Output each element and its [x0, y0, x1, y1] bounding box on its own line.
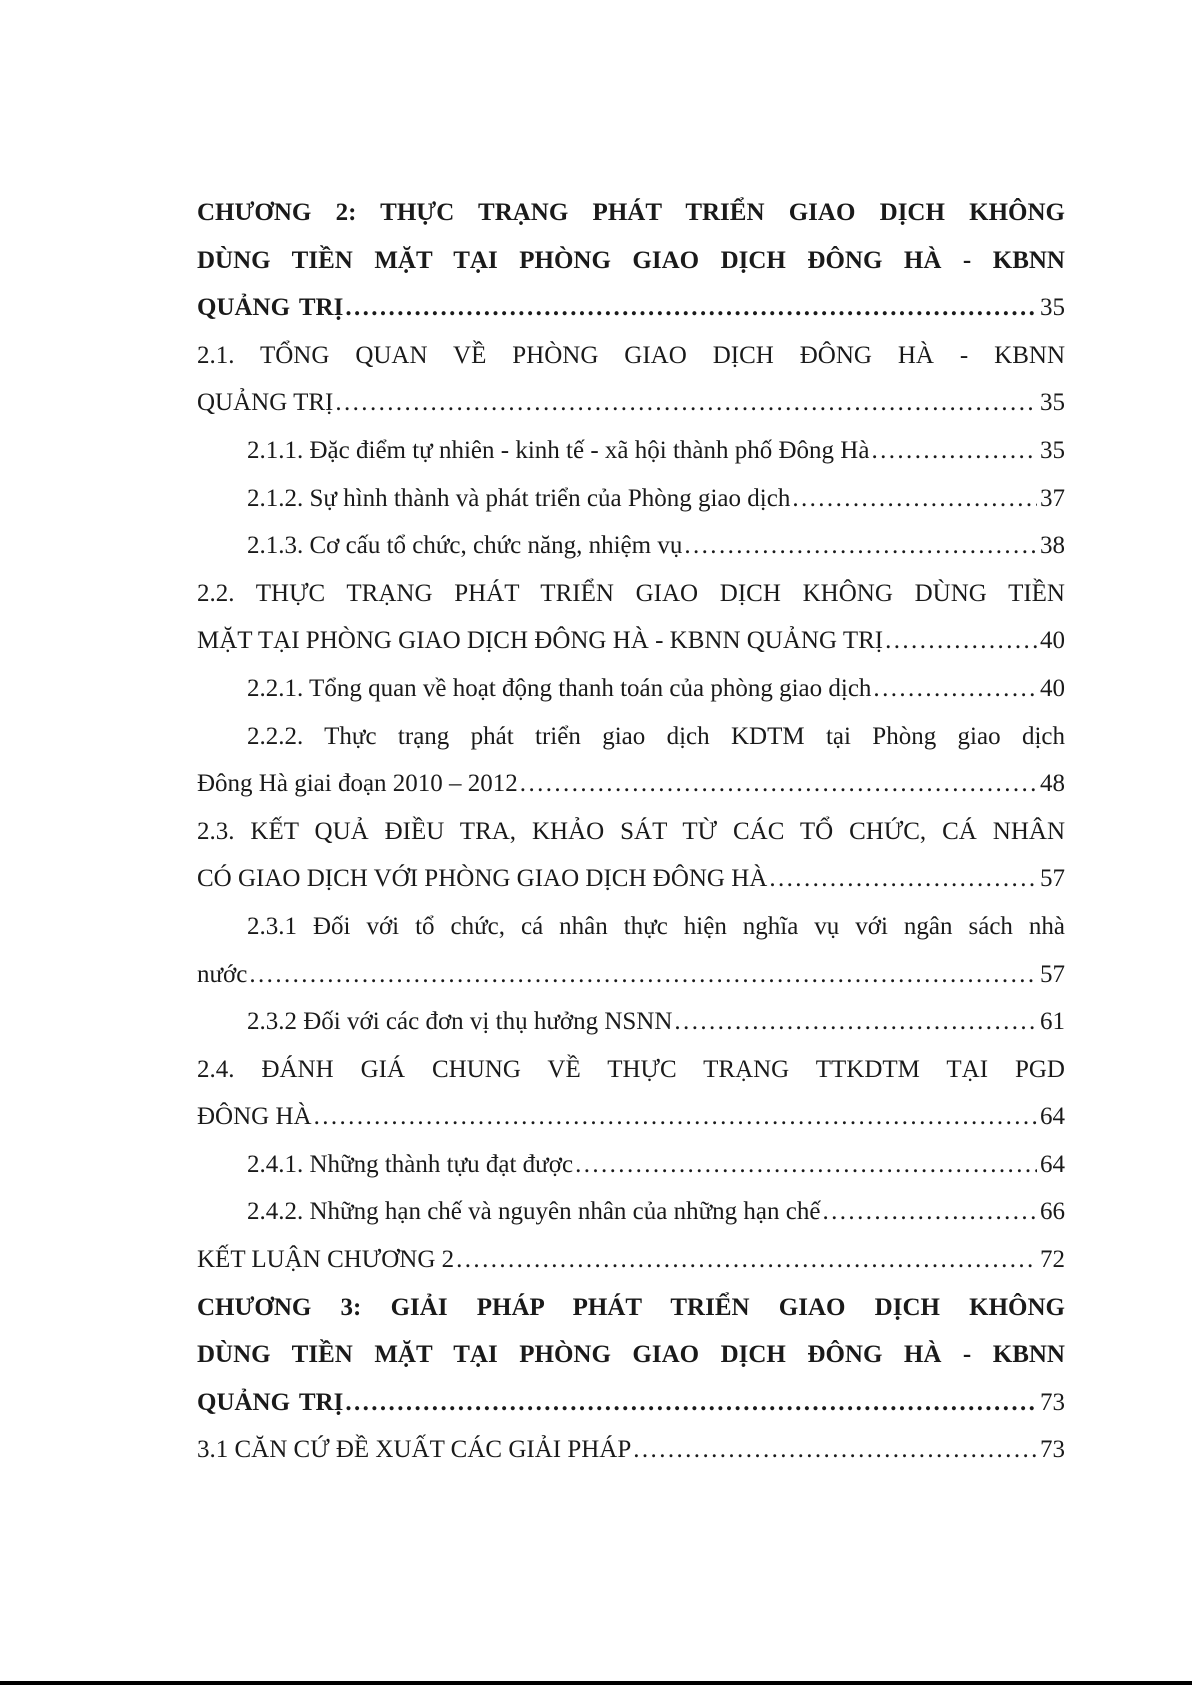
dot-leader — [792, 475, 1037, 523]
page-number: 57 — [1040, 960, 1065, 988]
toc-chapter3-title-line2: DÙNG TIỀN MẶT TẠI PHÒNG GIAO DỊCH ĐÔNG HÀ - KBNN — [197, 1341, 1065, 1369]
dot-leader — [684, 522, 1037, 570]
page-number: 66 — [1040, 1198, 1065, 1226]
page-number: 40 — [1040, 674, 1065, 702]
toc-section-2-4-line1: 2.4. ĐÁNH GIÁ CHUNG VỀ THỰC TRẠNG TTKDTM TẠI PGD — [197, 1055, 1065, 1083]
dot-leader — [345, 284, 1037, 332]
page-number: 48 — [1040, 770, 1065, 798]
table-of-contents — [197, 189, 1065, 1474]
toc-entry-chapter2-conclusion[interactable] — [197, 1236, 1065, 1284]
dot-leader — [873, 665, 1037, 713]
dot-leader — [249, 951, 1037, 999]
toc-section-2-1-line1: 2.1. TỔNG QUAN VỀ PHÒNG GIAO DỊCH ĐÔNG HÀ - KBNN — [197, 341, 1065, 369]
toc-section-2-2-2-line1: 2.2.2. Thực trạng phát triển giao dịch KDTM tại Phòng giao dịch — [247, 722, 1065, 750]
toc-entry-2-1-2[interactable] — [197, 475, 1065, 523]
toc-entry-2-3-2[interactable] — [197, 998, 1065, 1046]
toc-entry-label: QUẢNG TRỊ — [197, 389, 334, 417]
toc-entry-label: 2.3.2 Đối với các đơn vị thụ hưởng NSNN — [247, 1008, 673, 1036]
toc-entry-chapter2[interactable] — [197, 284, 1065, 332]
toc-entry-2-2-2[interactable] — [197, 760, 1065, 808]
toc-entry-3-1[interactable] — [197, 1426, 1065, 1474]
page-number: 40 — [1040, 627, 1065, 655]
toc-chapter3-title-line1: CHƯƠNG 3: GIẢI PHÁP PHÁT TRIỂN GIAO DỊCH KHÔNG — [197, 1293, 1065, 1321]
page-number: 35 — [1040, 294, 1065, 322]
toc-entry-label: 2.1.2. Sự hình thành và phát triển của Phòng giao dịch — [247, 484, 791, 512]
toc-chapter2-title-line2: DÙNG TIỀN MẶT TẠI PHÒNG GIAO DỊCH ĐÔNG HÀ - KBNN — [197, 246, 1065, 274]
toc-entry-label: 2.4.1. Những thành tựu đạt được — [247, 1150, 574, 1178]
page-number: 73 — [1040, 1436, 1065, 1464]
toc-entry-label: MẶT TẠI PHÒNG GIAO DỊCH ĐÔNG HÀ - KBNN QUẢNG TRỊ — [197, 627, 884, 655]
dot-leader — [314, 1093, 1037, 1141]
toc-entry-2-1-1[interactable] — [197, 427, 1065, 475]
dot-leader — [822, 1188, 1037, 1236]
toc-entry-2-4[interactable] — [197, 1093, 1065, 1141]
dot-leader — [633, 1426, 1037, 1474]
toc-entry-2-2-1[interactable] — [197, 665, 1065, 713]
toc-entry-label: QUẢNG TRỊ — [197, 294, 344, 322]
dot-leader — [456, 1236, 1037, 1284]
toc-entry-2-4-1[interactable] — [197, 1141, 1065, 1189]
dot-leader — [885, 617, 1037, 665]
page-number: 73 — [1040, 1388, 1065, 1416]
page-number: 64 — [1040, 1103, 1065, 1131]
dot-leader — [335, 379, 1037, 427]
dot-leader — [674, 998, 1037, 1046]
page-number: 35 — [1040, 436, 1065, 464]
toc-entry-label: Đông Hà giai đoạn 2010 – 2012 — [197, 770, 518, 798]
page-number: 64 — [1040, 1150, 1065, 1178]
toc-entry-label: 3.1 CĂN CỨ ĐỀ XUẤT CÁC GIẢI PHÁP — [197, 1436, 632, 1464]
page-number: 61 — [1040, 1008, 1065, 1036]
dot-leader — [769, 855, 1037, 903]
toc-entry-2-3-1[interactable] — [197, 951, 1065, 999]
toc-entry-2-1[interactable] — [197, 379, 1065, 427]
toc-entry-label: 2.1.1. Đặc điểm tự nhiên - kinh tế - xã hội thành phố Đông Hà — [247, 436, 870, 464]
toc-entry-2-1-3[interactable] — [197, 522, 1065, 570]
toc-entry-2-2[interactable] — [197, 617, 1065, 665]
dot-leader — [520, 760, 1037, 808]
dot-leader — [871, 427, 1037, 475]
toc-entry-label: QUẢNG TRỊ — [197, 1388, 344, 1416]
toc-entry-label: 2.4.2. Những hạn chế và nguyên nhân của những hạn chế — [247, 1198, 821, 1226]
toc-entry-label: 2.2.1. Tổng quan về hoạt động thanh toán của phòng giao dịch — [247, 674, 872, 702]
dot-leader — [575, 1141, 1037, 1189]
page-number: 35 — [1040, 389, 1065, 417]
toc-entry-chapter3[interactable] — [197, 1379, 1065, 1427]
toc-entry-label: CÓ GIAO DỊCH VỚI PHÒNG GIAO DỊCH ĐÔNG HÀ — [197, 865, 768, 893]
page-number: 57 — [1040, 865, 1065, 893]
toc-entry-2-4-2[interactable] — [197, 1188, 1065, 1236]
page-number: 38 — [1040, 532, 1065, 560]
toc-section-2-3-line1: 2.3. KẾT QUẢ ĐIỀU TRA, KHẢO SÁT TỪ CÁC TỔ CHỨC, CÁ NHÂN — [197, 817, 1065, 845]
toc-section-2-2-line1: 2.2. THỰC TRẠNG PHÁT TRIỂN GIAO DỊCH KHÔNG DÙNG TIỀN — [197, 579, 1065, 607]
page-bottom-edge — [0, 1681, 1192, 1685]
toc-entry-label: nước — [197, 960, 248, 988]
dot-leader — [345, 1379, 1037, 1427]
toc-entry-label: ĐÔNG HÀ — [197, 1103, 312, 1131]
toc-section-2-3-1-line1: 2.3.1 Đối với tổ chức, cá nhân thực hiện nghĩa vụ với ngân sách nhà — [247, 912, 1065, 940]
toc-entry-2-3[interactable] — [197, 855, 1065, 903]
toc-chapter2-title-line1: CHƯƠNG 2: THỰC TRẠNG PHÁT TRIỂN GIAO DỊCH KHÔNG — [197, 199, 1065, 226]
page-number: 72 — [1040, 1246, 1065, 1274]
toc-entry-label: KẾT LUẬN CHƯƠNG 2 — [197, 1246, 455, 1274]
toc-entry-label: 2.1.3. Cơ cấu tổ chức, chức năng, nhiệm vụ — [247, 532, 683, 560]
page-number: 37 — [1040, 484, 1065, 512]
